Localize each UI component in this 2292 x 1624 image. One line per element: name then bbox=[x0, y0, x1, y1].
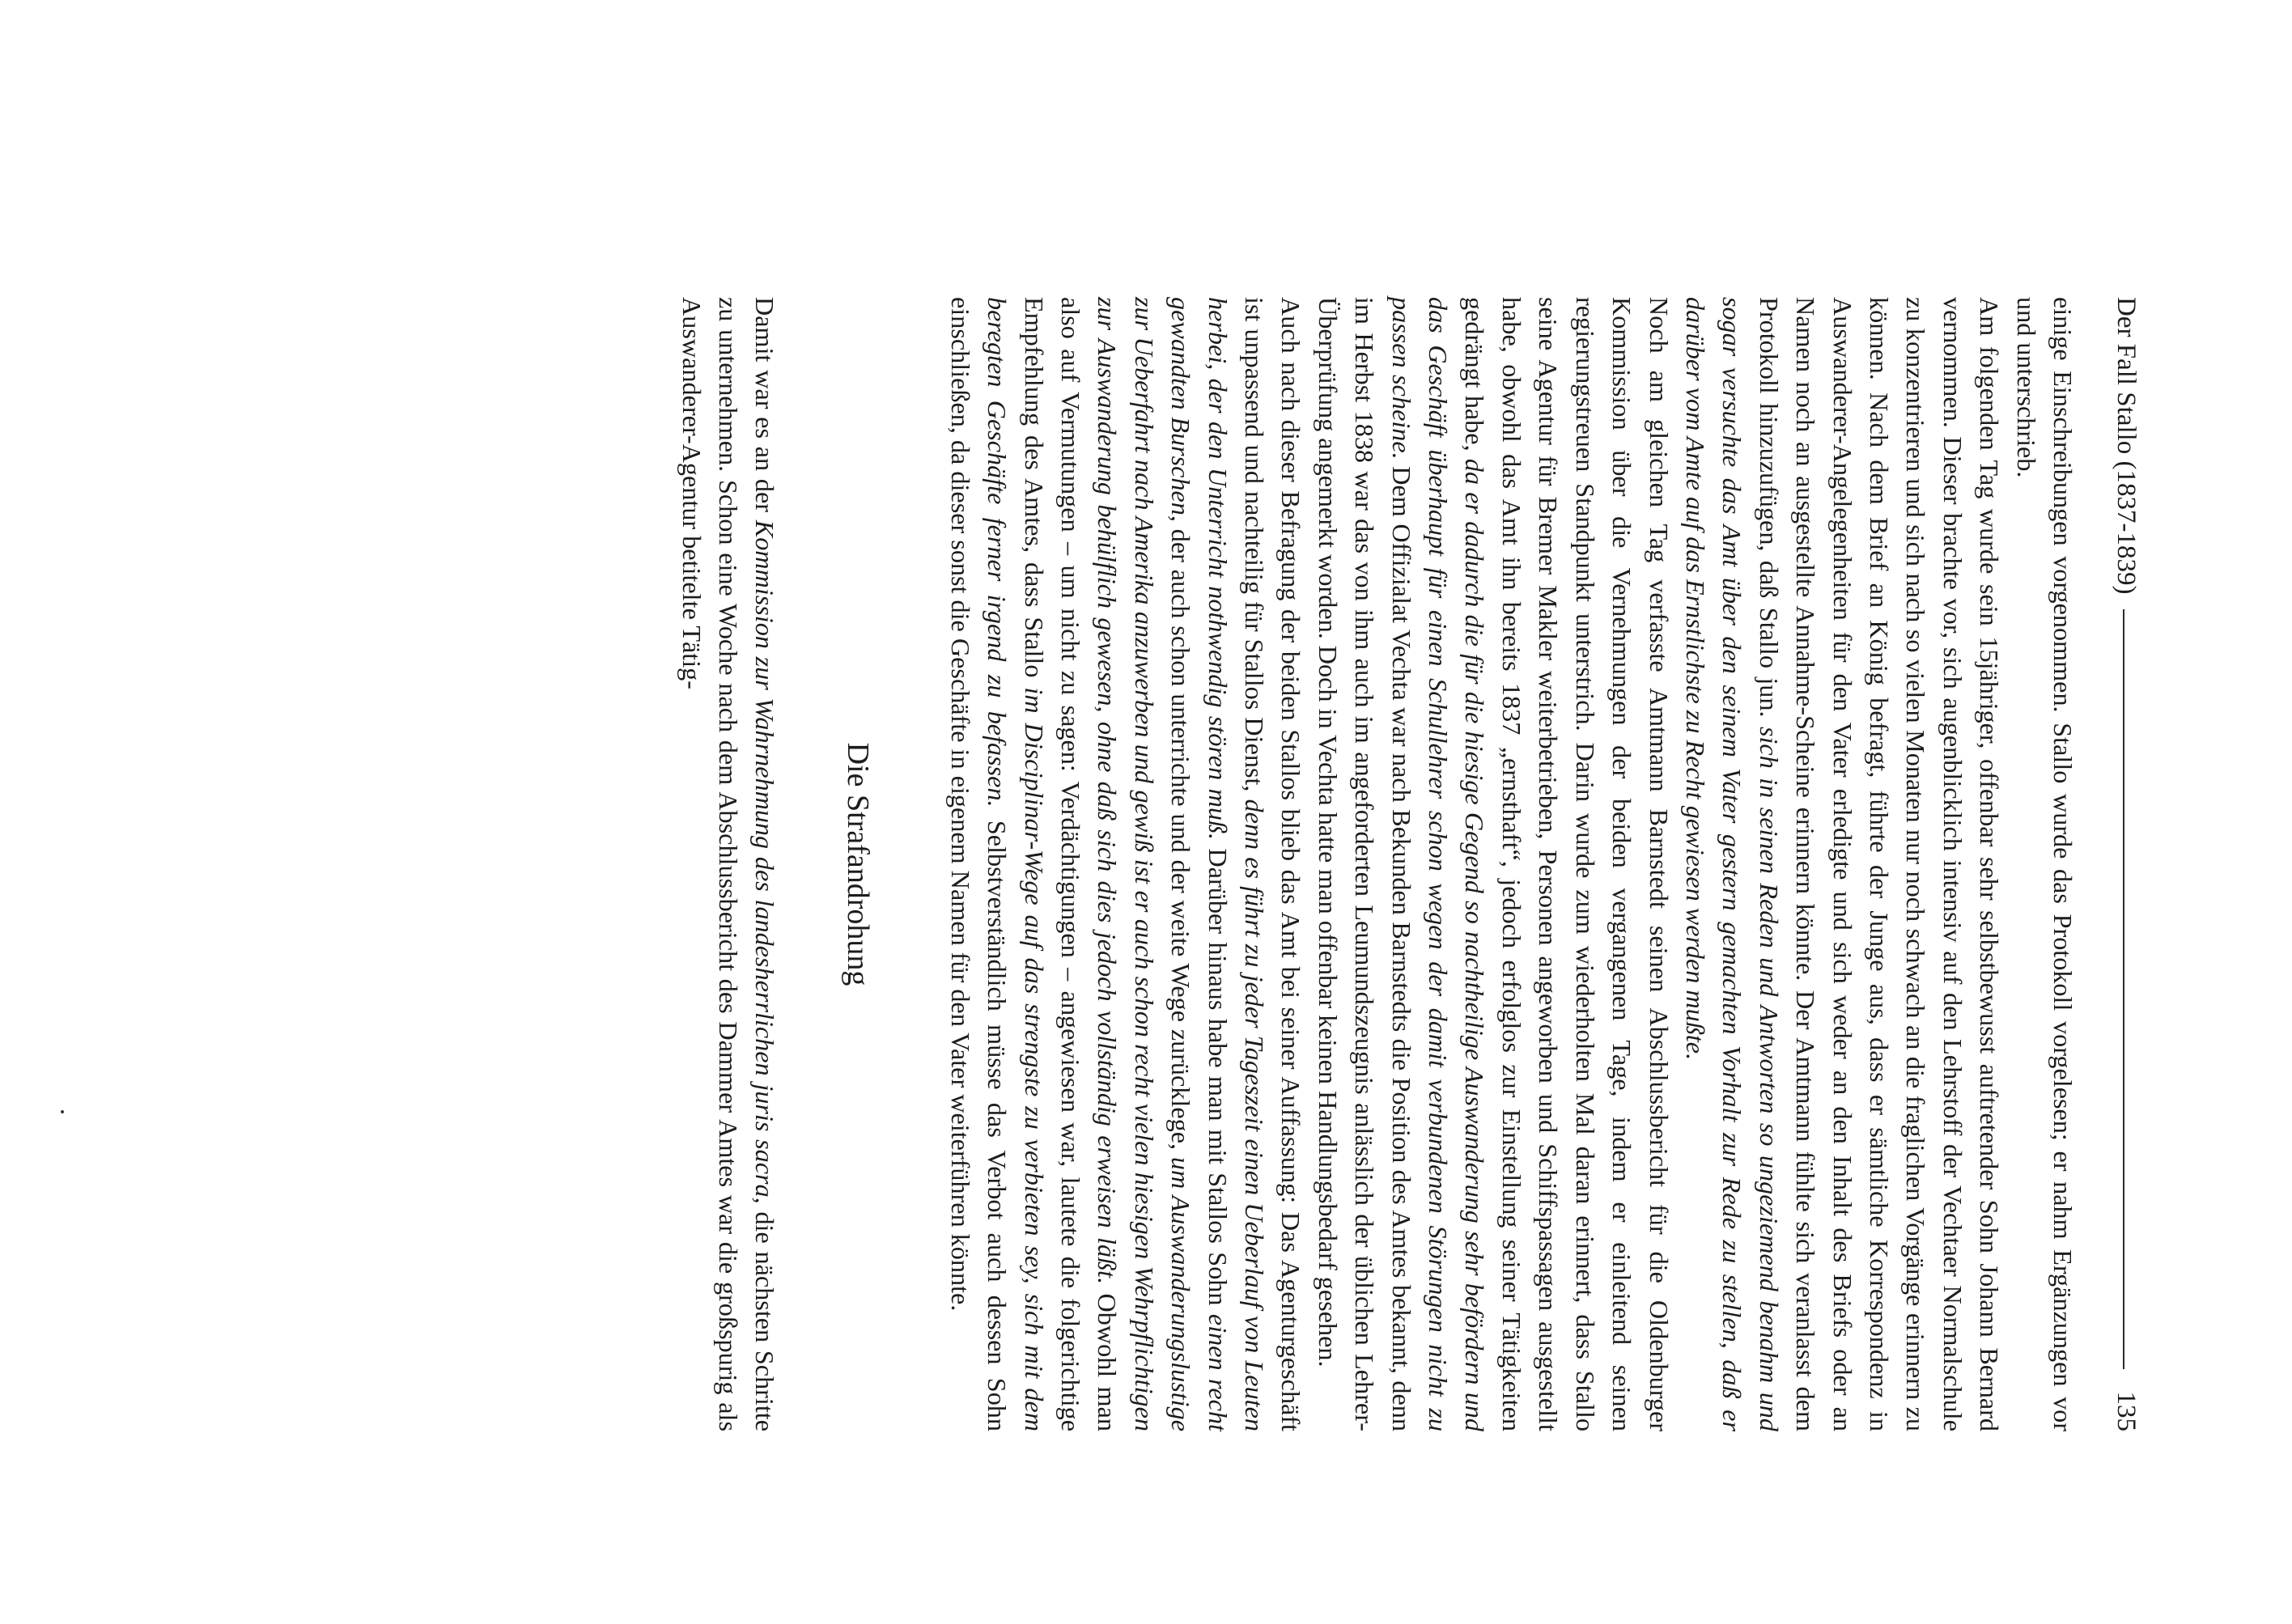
paragraph bbox=[1677, 297, 2008, 1431]
text-run: Dem Offizialat Vechta war nach Bekunden Barnstedts die Position des Amtes bekannt, denn im Herbst 1838 war das von ihm auch im angeforderten Leumundszeugnis anlässlich der üblichen Lehrer-Überprüfung angemerkt worden. Doch in Vechta hatte man offenbar keinen Handlungsbedarf gesehen. bbox=[1313, 297, 1416, 1431]
book-page bbox=[82, 80, 2210, 1545]
text-run: Auch nach dieser Befragung der beiden Stallos blieb das Amt bei seiner Auffassung: Das Agenturgeschäft ist unpassend und nachteilig für Stallos Dienst, bbox=[1240, 297, 1306, 1431]
paragraph bbox=[941, 297, 1309, 1431]
paragraph-group bbox=[673, 297, 783, 1431]
text-run: Am folgenden Tag wurde sein 15jähriger, offenbar sehr selbstbewusst auftretender Sohn Johann Bernard vernommen. Dieser brachte vor, sich augenblicklich intensiv auf den Lehrstoff der Vechtaer Normalschule zu konzentrieren und sich nach so vielen Monaten nur noch schwach an die fraglichen Vorgänge erinnern zu können. Nach dem Brief an König befragt, führte der Junge aus, dass er sämtliche Korrespondenz in Auswanderer-Angelegenheiten für den Vater erledigte und sich weder an den Inhalt des Briefs oder an Namen noch an ausgestellte Annahme-Scheine erinnern könnte. Der Amtmann fühlte sich veranlasst dem Protokoll hinzuzufügen, daß Stallo jun. bbox=[1754, 297, 2005, 1431]
section-heading: Die Strafandrohung bbox=[841, 742, 876, 986]
text-run: Darüber hinaus habe man mit Stallos Sohn bbox=[1203, 840, 1233, 1314]
italic-quote: einen recht gewandten Burschen, bbox=[1166, 297, 1233, 1431]
paragraph-group bbox=[941, 297, 2081, 1431]
text-run: die nächsten Schritte zu unternehmen. Schon eine Woche nach dem Abschlussbericht des Dammer Amtes war die großspurig als Auswanderer-Agentur betitelte Tätig- bbox=[677, 297, 780, 1431]
body-text bbox=[673, 297, 2081, 1431]
paragraph bbox=[1309, 297, 1676, 1431]
text-run: der auch schon unterrichte und der weite Wege zurücklege, bbox=[1166, 521, 1196, 1157]
paragraph bbox=[2007, 297, 2081, 1431]
italic-quote: sich in seinen Reden und Antworten so ungeziemend benahm und sogar versuchte das Amt über den seinem Vater gestern gemachten Vorhalt zur Rede zu stellen, daß er darüber vom Amte auf das Ernstlichste zu Recht gewiesen werden mußte. bbox=[1680, 297, 1784, 1431]
page-number: 135 bbox=[2112, 1391, 2141, 1431]
scan-speck bbox=[61, 1110, 64, 1113]
italic-quote: denn es führt zu jeder Tageszeit einen Ueberlauf von Leuten herbei, der den Unterricht nothwendig stören muß. bbox=[1203, 297, 1270, 1432]
italic-quote: um Auswanderungslustige zur Ueberfahrt nach Amerika anzuwerben und gewiß ist er auch schon recht vielen hiesigen Wehrpflichtigen zur Auswanderung behülflich gewesen, ohne daß sich dies jedoch vollständig erweisen läßt. bbox=[1093, 297, 1196, 1431]
italic-quote: da er dadurch die für die hiesige Gegend so nachtheilige Auswanderung sehr befördern und das Geschäft überhaupt für einen Schullehrer schon wegen der damit verbundenen Störungen nicht zu passen scheine. bbox=[1386, 297, 1490, 1431]
italic-quote: im Disciplinar-Wege auf das strengste zu verbieten sey, sich mit dem beregten Geschäfte ferner irgend zu befassen. bbox=[983, 297, 1049, 1431]
text-run: Selbstverständlich müsse das Verbot auch dessen Sohn einschließen, da dieser sonst die Geschäfte in eigenem Namen für den Vater weiterführen könnte. bbox=[945, 297, 1012, 1431]
italic-quote: Kommission zur Wahrnehmung des landesherrlichen juris sacra, bbox=[750, 519, 780, 1204]
text-run: Obwohl man also auf Vermutungen – um nicht zu sagen: Verdächtigungen – angewiesen war, lautete die folgerichtige Empfehlung des Amtes, dass Stallo bbox=[1019, 297, 1123, 1431]
running-title: Der Fall Stallo (1837-1839) bbox=[2112, 297, 2141, 595]
text-run: einige Einschreibungen vorgenommen. Stallo wurde das Protokoll vorgelesen; er nahm Ergänzungen vor und unterschrieb. bbox=[2011, 297, 2078, 1431]
text-run: Damit war es an der bbox=[750, 297, 780, 520]
text-run: Noch am gleichen Tag verfasste Amtmann Barnstedt seinen Abschlussbericht für die Oldenburger Kommission über die Vernehmungen der beiden vergangenen Tage, indem er einleitend seinen regierungstreuen Standpunkt unterstrich. Darin wurde zum wiederholten Mal daran erinnert, dass Stallo seine Agentur für Bremer Makler weiterbetrieben, Personen angeworben und Schiffspassagen ausgestellt habe, obwohl das Amt ihn bereits 1837 „ernsthaft“, jedoch erfolglos zur Einstellung seiner Tätigkeiten gedrängt habe, bbox=[1460, 297, 1674, 1431]
header-rule bbox=[2123, 609, 2124, 1369]
paragraph bbox=[673, 297, 783, 1431]
running-head bbox=[2108, 297, 2144, 1431]
